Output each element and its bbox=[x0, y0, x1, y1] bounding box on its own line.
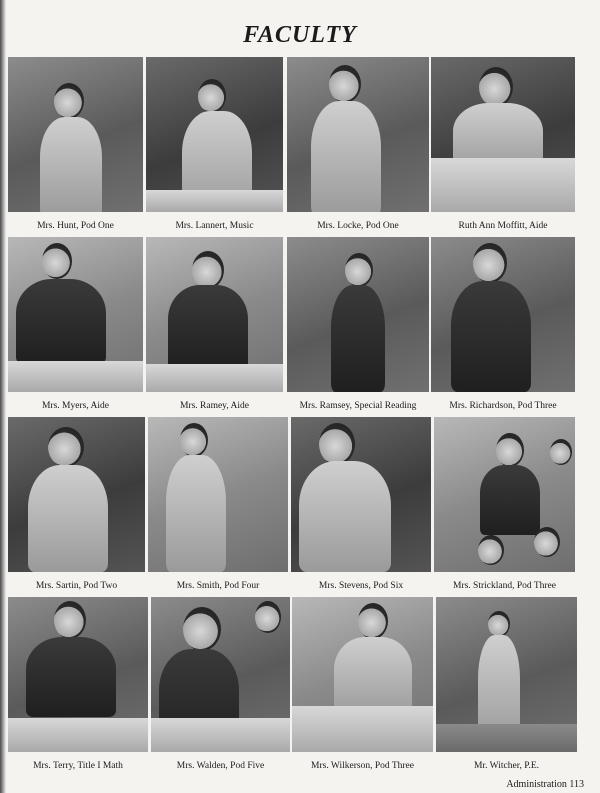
faculty-caption: Mr. Witcher, P.E. bbox=[473, 761, 540, 771]
faculty-photo bbox=[436, 597, 577, 752]
page-footer: Administration 113 bbox=[506, 779, 584, 790]
faculty-photo bbox=[151, 597, 290, 752]
faculty-caption: Mrs. Ramey, Aide bbox=[179, 401, 250, 411]
faculty-caption: Mrs. Stevens, Pod Six bbox=[318, 581, 404, 591]
faculty-caption: Mrs. Locke, Pod One bbox=[317, 221, 399, 231]
faculty-caption: Mrs. Walden, Pod Five bbox=[176, 761, 265, 771]
faculty-caption: Mrs. Smith, Pod Four bbox=[176, 581, 260, 591]
faculty-photo bbox=[292, 597, 433, 752]
faculty-caption: Mrs. Ramsey, Special Reading bbox=[299, 401, 417, 411]
faculty-caption: Mrs. Terry, Title I Math bbox=[33, 761, 123, 771]
faculty-caption: Mrs. Lannert, Music bbox=[175, 221, 254, 231]
faculty-caption: Mrs. Richardson, Pod Three bbox=[449, 401, 557, 411]
faculty-photo bbox=[287, 57, 429, 212]
faculty-caption: Mrs. Sartin, Pod Two bbox=[35, 581, 118, 591]
faculty-photo bbox=[8, 237, 143, 392]
faculty-photo bbox=[434, 417, 575, 572]
faculty-caption: Mrs. Myers, Aide bbox=[41, 401, 110, 411]
faculty-caption: Mrs. Wilkerson, Pod Three bbox=[311, 761, 414, 771]
faculty-photo bbox=[8, 417, 145, 572]
faculty-photo bbox=[291, 417, 431, 572]
faculty-caption: Ruth Ann Moffitt, Aide bbox=[458, 221, 548, 231]
faculty-photo bbox=[146, 237, 283, 392]
faculty-caption: Mrs. Hunt, Pod One bbox=[37, 221, 114, 231]
faculty-photo bbox=[146, 57, 283, 212]
faculty-photo bbox=[431, 57, 575, 212]
faculty-photo bbox=[8, 597, 148, 752]
page-title: FACULTY bbox=[243, 22, 357, 48]
faculty-photo bbox=[431, 237, 575, 392]
faculty-caption: Mrs. Strickland, Pod Three bbox=[453, 581, 556, 591]
faculty-photo bbox=[8, 57, 143, 212]
faculty-photo bbox=[287, 237, 429, 392]
faculty-photo bbox=[148, 417, 288, 572]
